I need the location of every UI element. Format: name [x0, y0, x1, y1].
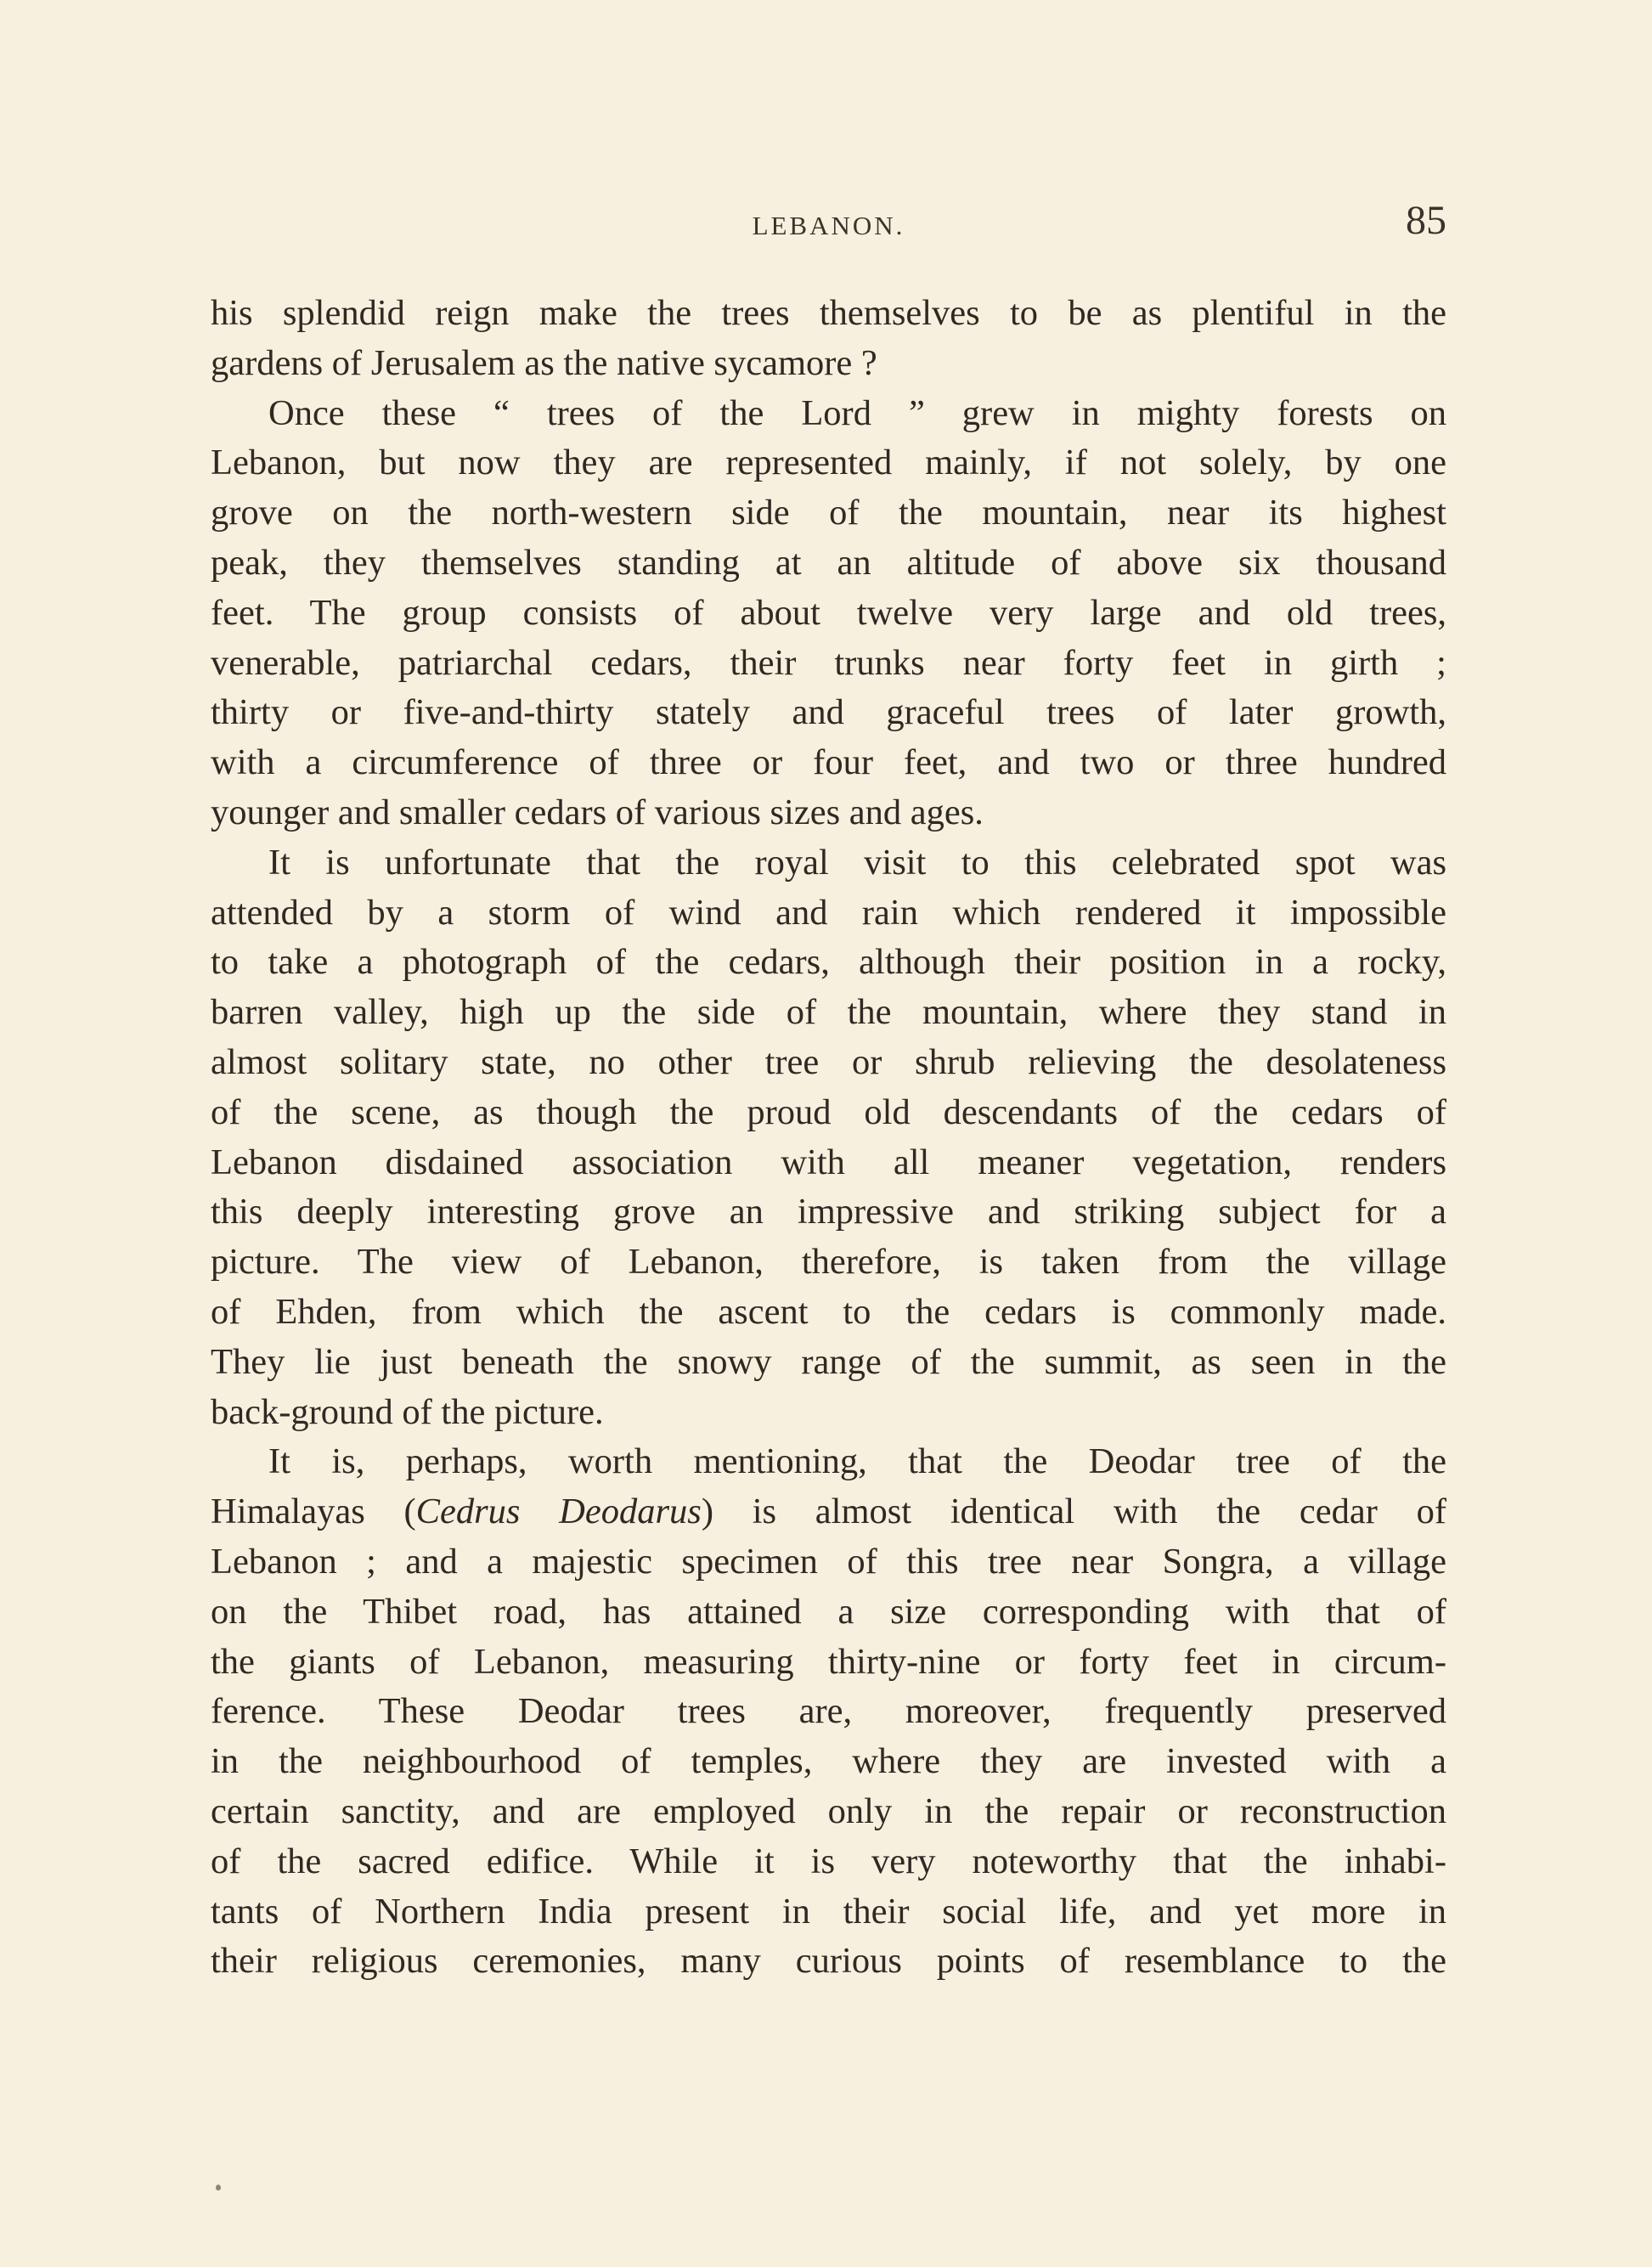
text-line: thirty or five-and-thirty stately and graceful trees of later growth, — [211, 692, 1446, 733]
text-line: venerable, patriarchal cedars, their trunks near forty feet in girth ; — [211, 642, 1446, 683]
text-line: their religious ceremonies, many curious points of resemblance to the — [211, 1941, 1446, 1982]
text-line: younger and smaller cedars of various sizes and ages. — [211, 792, 984, 832]
text-line: on the Thibet road, has attained a size corresponding with that of — [211, 1591, 1446, 1632]
text-line: the giants of Lebanon, measuring thirty-nine or forty feet in circum- — [211, 1641, 1446, 1682]
text-line: in the neighbourhood of temples, where they are invested with a — [211, 1741, 1446, 1782]
text-line: of the sacred edifice. While it is very noteworthy that the inhabi- — [211, 1841, 1446, 1881]
body-text — [211, 289, 1446, 1987]
text-line: Once these “ trees of the Lord ” grew in mighty forests on — [268, 392, 1446, 433]
text-line: certain sanctity, and are employed only in the repair or reconstruction — [211, 1790, 1446, 1831]
text-line: ference. These Deodar trees are, moreover, frequently preserved — [211, 1691, 1446, 1732]
text-line: almost solitary state, no other tree or shrub relieving the desolateness — [211, 1041, 1446, 1082]
text-line: picture. The view of Lebanon, therefore, is taken from the village — [211, 1242, 1446, 1283]
text-line: of Ehden, from which the ascent to the cedars is commonly made. — [211, 1291, 1446, 1332]
text-line: with a circumference of three or four feet, and two or three hundred — [211, 742, 1446, 783]
running-head — [211, 198, 1446, 253]
paper-speck — [216, 2185, 221, 2191]
text-line: peak, they themselves standing at an altitude of above six thousand — [211, 542, 1446, 583]
running-head-title: LEBANON. — [752, 211, 905, 240]
text-line: this deeply interesting grove an impressive and striking subject for a — [211, 1192, 1446, 1232]
text-line: grove on the north-western side of the mountain, near its highest — [211, 493, 1446, 533]
text-line: barren valley, high up the side of the mountain, where they stand in — [211, 992, 1446, 1033]
text-line: It is unfortunate that the royal visit to this celebrated spot was — [268, 842, 1446, 883]
page-number: 85 — [1406, 198, 1446, 243]
text-segment: Himalayas ( — [211, 1492, 416, 1532]
text-line: feet. The group consists of about twelve very large and old trees, — [211, 592, 1446, 633]
text-line-with-italic — [211, 1487, 1446, 1537]
text-line: They lie just beneath the snowy range of the summit, as seen in the — [211, 1341, 1446, 1382]
text-line: It is, perhaps, worth mentioning, that the Deodar tree of the — [268, 1441, 1446, 1482]
text-line: attended by a storm of wind and rain which rendered it impossible — [211, 892, 1446, 933]
text-line: gardens of Jerusalem as the native sycamore ? — [211, 342, 877, 383]
text-segment: ) is almost identical with the cedar of — [701, 1492, 1446, 1532]
text-line: Lebanon disdained association with all meaner vegetation, renders — [211, 1142, 1446, 1182]
text-line: tants of Northern India present in their social life, and yet more in — [211, 1891, 1446, 1931]
text-line: Lebanon, but now they are represented mainly, if not solely, by one — [211, 443, 1446, 483]
text-line: of the scene, as though the proud old descendants of the cedars of — [211, 1091, 1446, 1132]
text-line: back-ground of the picture. — [211, 1391, 604, 1432]
text-line: Lebanon ; and a majestic specimen of this tree near Songra, a village — [211, 1541, 1446, 1582]
text-line: to take a photograph of the cedars, although their position in a rocky, — [211, 942, 1446, 983]
text-line: his splendid reign make the trees themselves to be as plentiful in the — [211, 293, 1446, 333]
italic-latin-name: Cedrus Deodarus — [415, 1492, 702, 1532]
